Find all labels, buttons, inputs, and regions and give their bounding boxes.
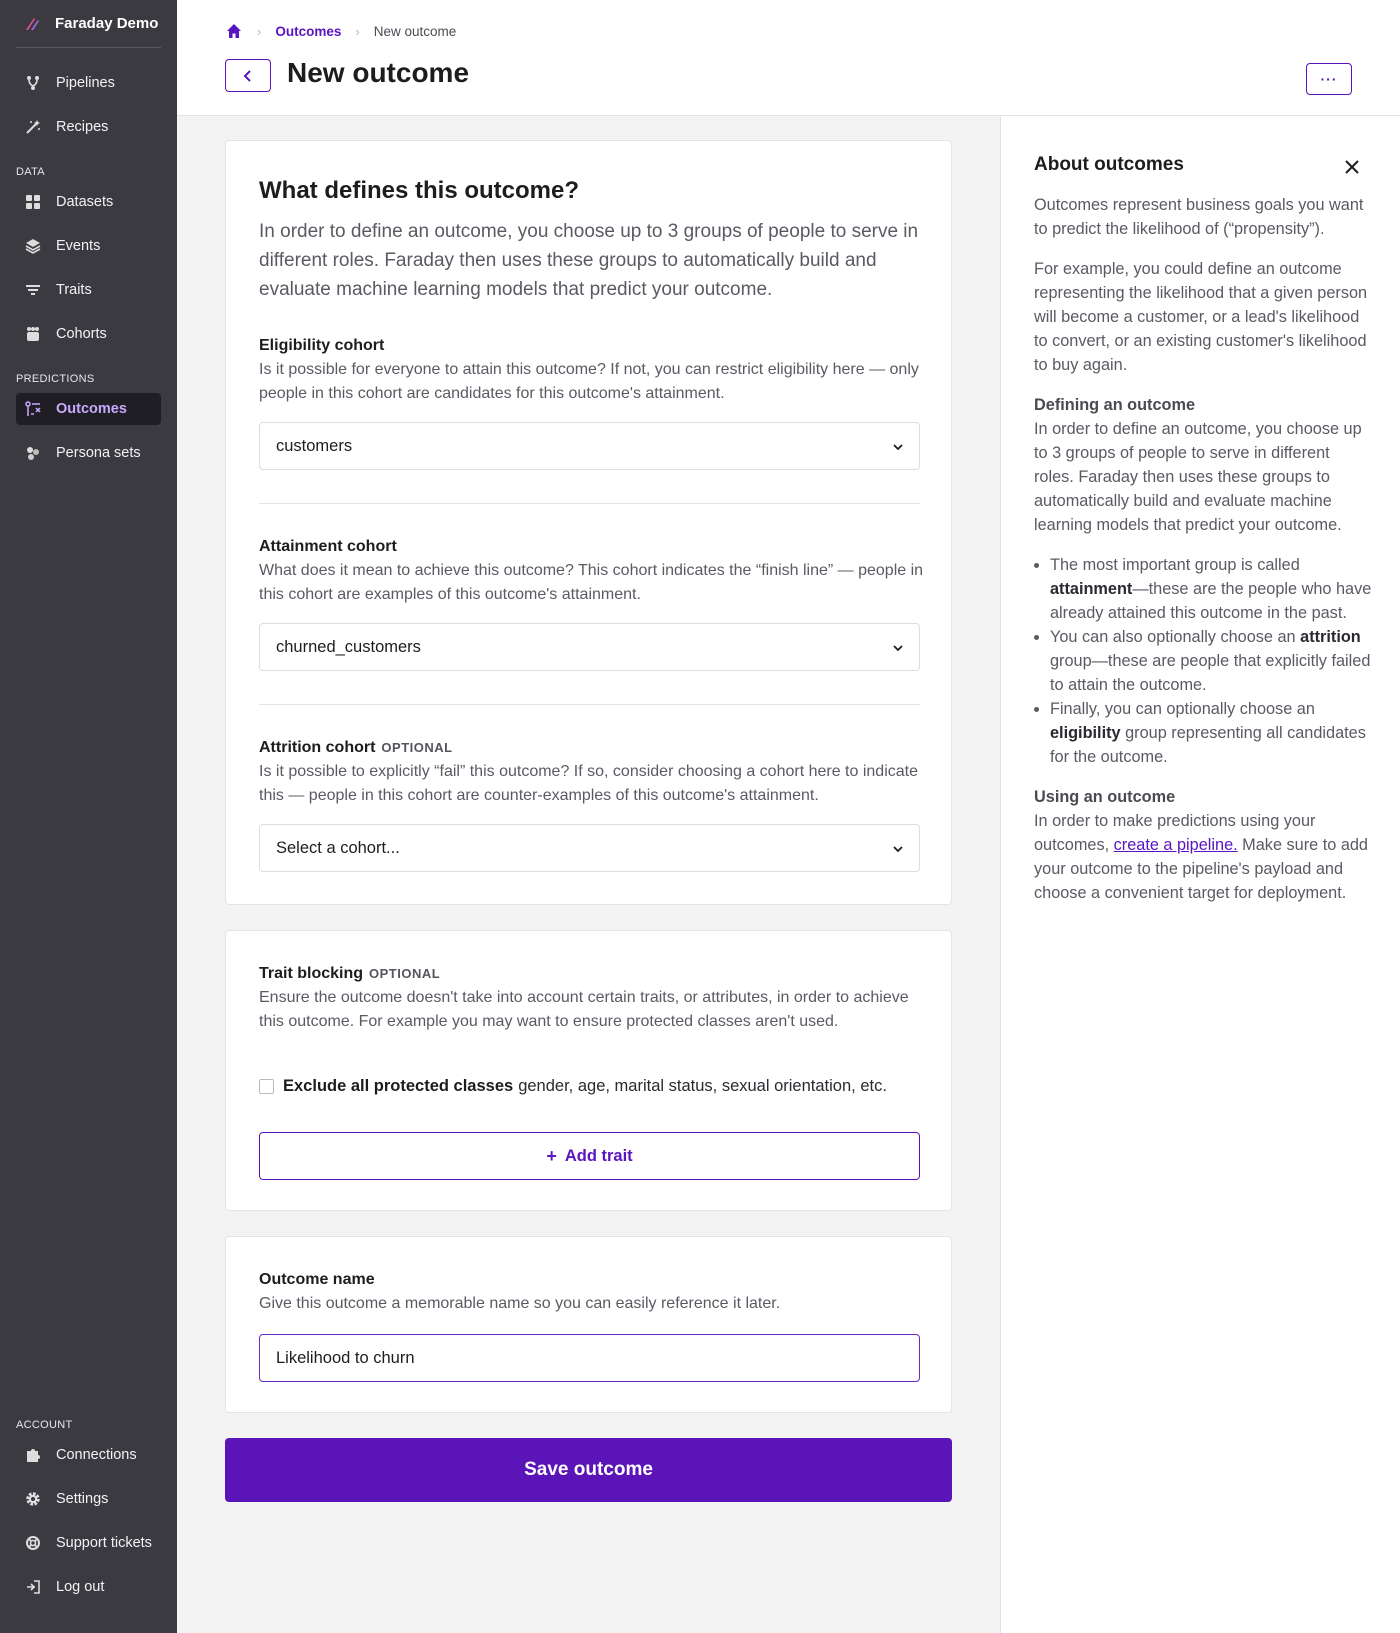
sidebar-item-label: Pipelines bbox=[56, 75, 115, 91]
sidebar-item-label: Cohorts bbox=[56, 326, 107, 342]
attainment-label: Attainment cohort bbox=[259, 538, 397, 555]
trait-blocking-label bbox=[259, 965, 440, 983]
outcome-name-label: Outcome name bbox=[259, 1271, 375, 1288]
sidebar-item-cohorts[interactable] bbox=[16, 318, 161, 350]
close-icon[interactable] bbox=[1341, 156, 1363, 178]
outcomes-icon bbox=[24, 400, 42, 418]
panel-subheading: Using an outcome bbox=[1034, 788, 1176, 806]
sidebar-item-label: Log out bbox=[56, 1579, 105, 1595]
sidebar-item-persona-sets[interactable] bbox=[16, 437, 161, 469]
chevron-down-icon bbox=[891, 641, 905, 655]
list-item: • Finally, you can optionally choose an eligibility group representing all candidates for the outcome. bbox=[1050, 697, 1372, 769]
brand[interactable] bbox=[16, 0, 161, 48]
outcome-name-card bbox=[225, 1236, 952, 1413]
attainment-select[interactable] bbox=[259, 623, 920, 671]
pipelines-icon bbox=[24, 74, 42, 92]
exclude-protected-detail: gender, age, marital status, sexual orientation, etc. bbox=[518, 1077, 887, 1095]
optional-tag: OPTIONAL bbox=[369, 966, 441, 981]
divider bbox=[259, 704, 920, 705]
sidebar-item-label: Support tickets bbox=[56, 1535, 152, 1551]
divider bbox=[259, 503, 920, 504]
optional-tag: OPTIONAL bbox=[381, 740, 453, 755]
panel-paragraph: In order to make predictions using your outcomes, create a pipeline. Make sure to add your outcome to the pipeline's payload and choose a convenient target for deployment. bbox=[1034, 812, 1368, 902]
sidebar-item-label: Settings bbox=[56, 1491, 109, 1507]
trait-blocking-card bbox=[225, 930, 952, 1211]
sidebar-item-label: Outcomes bbox=[56, 401, 127, 417]
chevron-down-icon bbox=[891, 842, 905, 856]
sidebar-item-support-tickets[interactable] bbox=[16, 1527, 161, 1559]
list-item: • The most important group is called attainment—these are the people who have already attained this outcome in the past. bbox=[1050, 553, 1372, 625]
datasets-icon bbox=[24, 193, 42, 211]
home-icon[interactable] bbox=[225, 22, 243, 40]
section-heading: What defines this outcome? bbox=[259, 177, 580, 204]
sidebar-item-datasets[interactable] bbox=[16, 186, 161, 218]
sidebar-item-pipelines[interactable] bbox=[16, 67, 161, 99]
eligibility-select[interactable] bbox=[259, 422, 920, 470]
attrition-placeholder: Select a cohort... bbox=[276, 838, 400, 857]
sidebar-item-settings[interactable] bbox=[16, 1483, 161, 1515]
sidebar-item-label: Persona sets bbox=[56, 445, 141, 461]
page-title: New outcome bbox=[287, 57, 470, 88]
exclude-protected-label[interactable]: Exclude all protected classes bbox=[283, 1077, 514, 1095]
sidebar-item-events[interactable] bbox=[16, 230, 161, 262]
exclude-protected-checkbox[interactable] bbox=[259, 1079, 274, 1094]
panel-body bbox=[1034, 193, 1372, 921]
panel-list bbox=[1034, 553, 1372, 769]
chevron-down-icon bbox=[891, 440, 905, 454]
plus-icon: + bbox=[546, 1145, 557, 1166]
save-outcome-button[interactable]: Save outcome bbox=[225, 1438, 952, 1502]
trait-blocking-label-text: Trait blocking bbox=[259, 965, 364, 982]
back-button[interactable] bbox=[225, 59, 271, 92]
about-panel bbox=[1000, 116, 1400, 1633]
chevron-right-icon: › bbox=[257, 23, 262, 39]
outcome-name-help: Give this outcome a memorable name so you can easily reference it later. bbox=[259, 1295, 781, 1312]
people-icon bbox=[24, 325, 42, 343]
panel-paragraph: In order to define an outcome, you choose up to 3 groups of people to serve in different roles. Faraday then uses these groups to automatically build and evaluate machine learning models that predict your outcome. bbox=[1034, 420, 1362, 534]
attrition-label bbox=[259, 739, 453, 757]
add-trait-label: Add trait bbox=[564, 1146, 633, 1165]
eligibility-value: customers bbox=[276, 436, 353, 455]
panel-paragraph: For example, you could define an outcome representing the likelihood that a given person will become a customer, or a lead's likelihood to convert, or an existing customer's likelihood to buy again. bbox=[1034, 260, 1368, 374]
sidebar bbox=[0, 0, 177, 1633]
nav-section-predictions: PREDICTIONS bbox=[16, 373, 95, 385]
cohorts-card bbox=[225, 140, 952, 905]
eligibility-help: Is it possible for everyone to attain this outcome? If not, you can restrict eligibility here — only people in this cohort are candidates for this outcome's attainment. bbox=[259, 361, 919, 402]
attrition-select[interactable] bbox=[259, 824, 920, 872]
nav-section-data: DATA bbox=[16, 166, 45, 178]
puzzle-icon bbox=[24, 1446, 42, 1464]
sidebar-item-traits[interactable] bbox=[16, 274, 161, 306]
faraday-logo-icon bbox=[22, 14, 42, 34]
section-lead: In order to define an outcome, you choose up to 3 groups of people to serve in different roles. Faraday then uses these groups to automatically build and evaluate machine learning models that predict your outcome. bbox=[259, 221, 919, 300]
persona-icon bbox=[24, 444, 42, 462]
sidebar-item-label: Connections bbox=[56, 1447, 137, 1463]
magic-wand-icon bbox=[24, 118, 42, 136]
attainment-help: What does it mean to achieve this outcome? This cohort indicates the “finish line” — people in this cohort are examples of this outcome's attainment. bbox=[259, 562, 924, 603]
lifebuoy-icon bbox=[24, 1534, 42, 1552]
filter-icon bbox=[24, 281, 42, 299]
breadcrumb-current: New outcome bbox=[373, 23, 457, 39]
app-name: Faraday Demo bbox=[55, 15, 159, 32]
attrition-label-text: Attrition cohort bbox=[259, 739, 376, 756]
breadcrumb-outcomes-link[interactable]: Outcomes bbox=[275, 23, 342, 39]
more-options-button[interactable]: ··· bbox=[1306, 63, 1352, 95]
sidebar-item-label: Recipes bbox=[56, 119, 109, 135]
gear-icon bbox=[24, 1490, 42, 1508]
panel-title: About outcomes bbox=[1034, 154, 1184, 175]
outcome-name-input[interactable]: Likelihood to churn bbox=[259, 1334, 920, 1382]
list-item: • You can also optionally choose an attrition group—these are people that explicitly failed to attain the outcome. bbox=[1050, 625, 1372, 697]
sidebar-item-label: Events bbox=[56, 238, 101, 254]
add-trait-button[interactable] bbox=[259, 1132, 920, 1180]
sidebar-item-label: Datasets bbox=[56, 194, 114, 210]
trait-blocking-help: Ensure the outcome doesn't take into account certain traits, or attributes, in order to achieve this outcome. For example you may want to ensure protected classes aren't used. bbox=[259, 989, 909, 1030]
panel-subheading: Defining an outcome bbox=[1034, 396, 1196, 414]
logout-icon bbox=[24, 1578, 42, 1596]
sidebar-item-connections[interactable] bbox=[16, 1439, 161, 1471]
sidebar-item-recipes[interactable] bbox=[16, 111, 161, 143]
eligibility-label: Eligibility cohort bbox=[259, 337, 385, 354]
chevron-left-icon bbox=[242, 69, 254, 83]
sidebar-item-outcomes[interactable] bbox=[16, 393, 161, 425]
exclude-protected-row bbox=[259, 1077, 887, 1096]
chevron-right-icon: › bbox=[355, 23, 360, 39]
attainment-value: churned_customers bbox=[276, 637, 421, 656]
sidebar-item-label: Traits bbox=[56, 282, 92, 298]
layers-icon bbox=[24, 237, 42, 255]
breadcrumb bbox=[225, 22, 456, 40]
page-header bbox=[177, 0, 1400, 116]
panel-paragraph: Outcomes represent business goals you want to predict the likelihood of (“propensity”). bbox=[1034, 196, 1364, 238]
sidebar-item-log-out[interactable] bbox=[16, 1571, 161, 1603]
create-pipeline-link[interactable]: create a pipeline. bbox=[1113, 836, 1238, 854]
attrition-help: Is it possible to explicitly “fail” this outcome? If so, consider choosing a cohort here to indicate this — people in this cohort are counter-examples of this outcome's attainment. bbox=[259, 763, 918, 804]
nav-section-account: ACCOUNT bbox=[16, 1419, 73, 1431]
